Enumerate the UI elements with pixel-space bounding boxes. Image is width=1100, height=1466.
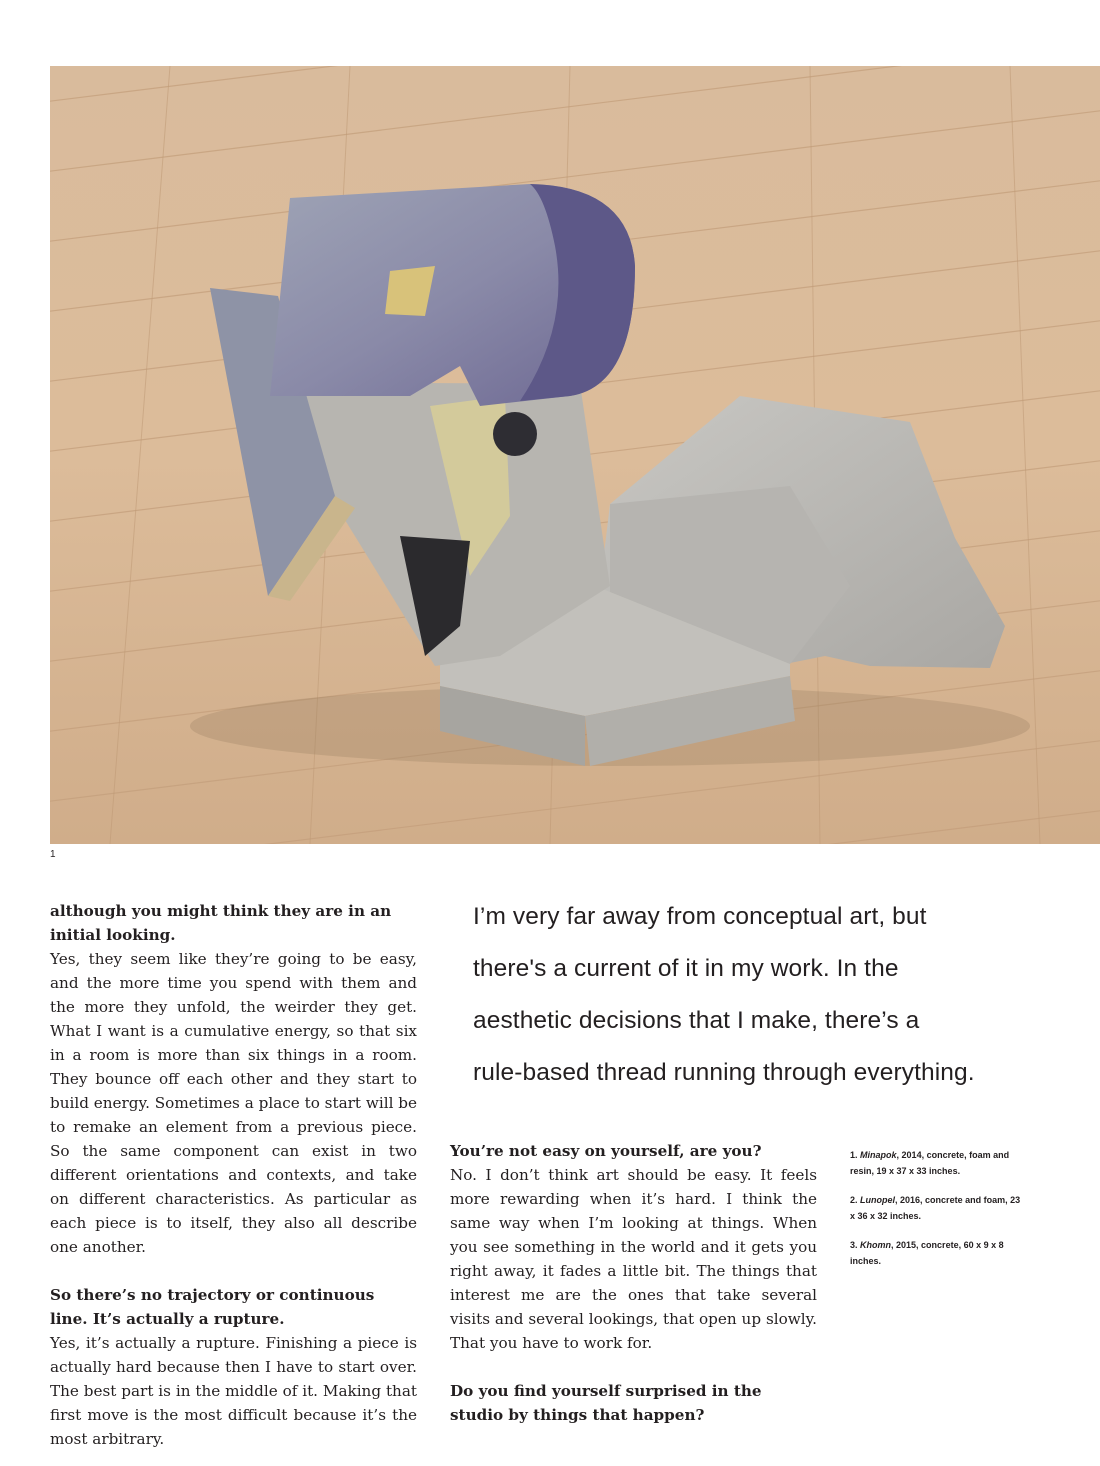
caption-details: , 2016, concrete and foam, 23 x 36 x 32 inches. [850, 1195, 1021, 1221]
question-text: So there’s no trajectory or continuous line. It’s actually a rupture. [50, 1286, 375, 1328]
caption-details: , 2015, concrete, 60 x 9 x 8 inches. [850, 1240, 1004, 1266]
caption-title: Khomn [860, 1240, 892, 1250]
question-text: You’re not easy on yourself, are you? [450, 1142, 762, 1160]
answer-text: Yes, it’s actually a rupture. Finishing a piece is actually hard because then I have to start over. The best part is in the middle of it. Making that first move is the most difficult because it’s the most arbitrary. [50, 1334, 417, 1448]
question-text: although you might think they are in an initial looking. [50, 902, 392, 944]
caption-number: 2. [850, 1195, 858, 1205]
caption-details: , 2014, concrete, foam and resin, 19 x 37 x 33 inches. [850, 1150, 1010, 1176]
figure-number: 1 [50, 849, 56, 860]
pull-quote [473, 891, 1033, 1099]
caption-title: Minapok [860, 1150, 897, 1160]
caption-item [850, 1192, 1025, 1224]
caption-title: Lunopel [860, 1195, 896, 1205]
pull-quote-line: aesthetic decisions that I make, there’s a [473, 1007, 920, 1034]
caption-item [850, 1147, 1025, 1179]
interview-column-middle [450, 1139, 817, 1427]
pull-quote-line: there's a current of it in my work. In the [473, 955, 899, 982]
answer-text: No. I don’t think art should be easy. It feels more rewarding when it’s hard. I think the same way when I’m looking at things. When you see something in the world and it gets you right away, it fades a little bit. The things that interest me are the ones that take several visits and several lookings, that open up slowly. That you have to work for. [450, 1166, 817, 1352]
caption-item [850, 1237, 1025, 1269]
sculpture-illustration [50, 66, 1100, 844]
question-text: Do you find yourself surprised in the studio by things that happen? [450, 1382, 762, 1424]
sculpture-photo [50, 66, 1100, 844]
figure-captions [850, 1147, 1025, 1282]
interview-column-left [50, 899, 417, 1451]
caption-number: 1. [850, 1150, 858, 1160]
pull-quote-line: I’m very far away from conceptual art, but [473, 903, 927, 930]
pull-quote-line: rule-based thread running through everything. [473, 1059, 975, 1086]
answer-text: Yes, they seem like they’re going to be easy, and the more time you spend with them and the more they unfold, the weirder they get. What I want is a cumulative energy, so that six in a room is more than six things in a room. They bounce off each other and they start to build energy. Sometimes a place to start will be to remake an element from a previous piece. So the same component can exist in two different orientations and contexts, and take on different characteristics. As particular as each piece is to itself, they also all describe one another. [50, 950, 417, 1256]
caption-number: 3. [850, 1240, 858, 1250]
